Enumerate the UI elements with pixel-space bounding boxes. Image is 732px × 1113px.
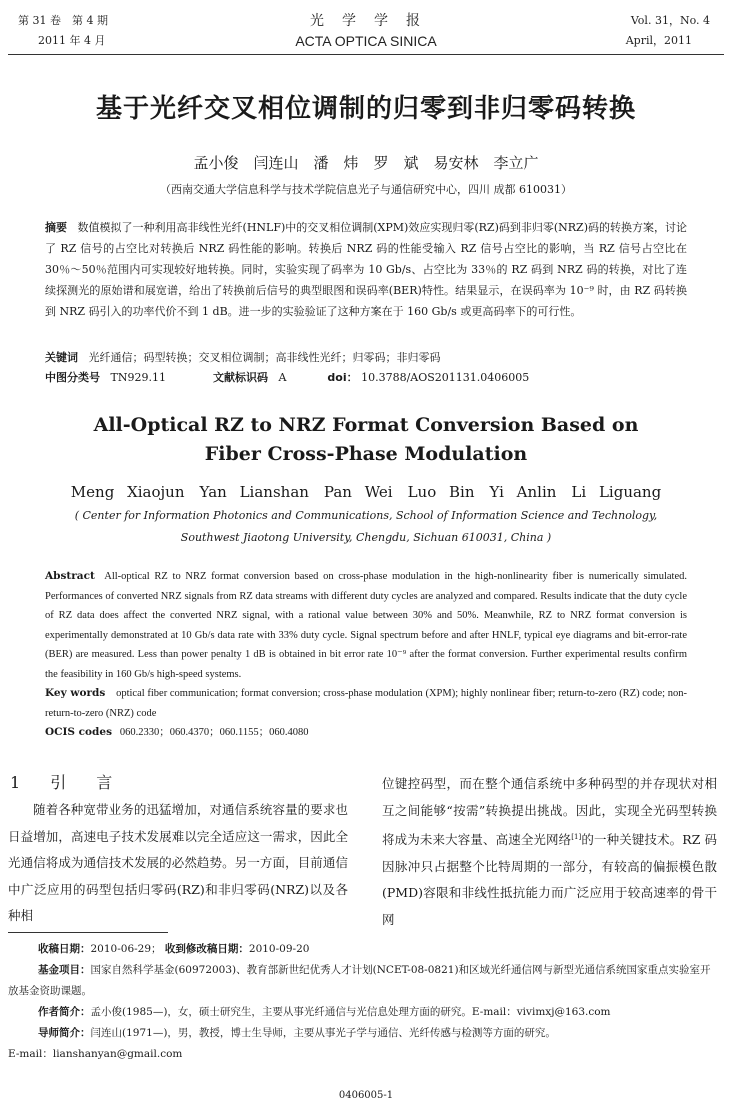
publication-month: 2011 年 4 月: [38, 34, 106, 47]
doi-value: 10.3788/AOS201131.0406005: [361, 371, 530, 384]
affiliation-en: [60, 505, 672, 549]
revised-label: 收到修改稿日期：: [164, 943, 249, 955]
header-rule: [8, 54, 724, 55]
advisor-bio-text: 闫连山(1971—)，男，教授，博士生导师，主要从事光子学与通信、光纤传感与检测等方面的研究。: [90, 1027, 556, 1039]
abstract-cn-label: 摘要: [45, 221, 68, 234]
keywords-cn-label: 关键词: [45, 351, 78, 364]
author-bio-label: 作者简介：: [38, 1006, 91, 1018]
authors-cn: 孟小俊 闫连山 潘 炜 罗 斌 易安林 李立广: [193, 154, 539, 172]
doi-label: doi：: [327, 371, 358, 384]
advisor-bio-label: 导师简介：: [38, 1027, 91, 1039]
affiliation-en-line2: Southwest Jiaotong University, Chengdu, Sichuan 610031, China ): [180, 531, 552, 544]
fund-text: 国家自然科学基金(60972003)、教育部新世纪优秀人才计划(NCET-08-0821)和区域光纤通信网与新型光通信系统国家重点实验室开放基金资助课题。: [8, 964, 711, 997]
fund-label: 基金项目：: [38, 964, 91, 976]
ocis-text: 060.2330；060.4370；060.1155；060.4080: [119, 727, 309, 738]
authors-en: Meng Xiaojun Yan Lianshan Pan Wei Luo Bin Yi Anlin Li Liguang: [70, 483, 662, 501]
paper-title-en-line2: Fiber Cross-Phase Modulation: [204, 443, 528, 465]
intro-right-column: [382, 771, 717, 933]
doc-code-label: 文献标识码: [212, 371, 268, 384]
classification-row: [45, 368, 529, 388]
keywords-en-label: Key words: [45, 687, 106, 699]
author-bio-text: 孟小俊(1985—)，女，硕士研究生，主要从事光纤通信与光信息处理方面的研究。E-mail：vivimxj@163.com: [90, 1006, 611, 1018]
abstract-en-label: Abstract: [45, 570, 95, 582]
abstract-en-text: All-optical RZ to NRZ format conversion based on cross-phase modulation in the high-nonlinearity fiber is numerically simulated. Performances of converted NRZ signals from RZ data streams with different duty cycles are analyzed and compared. Results indicate that the duty cycle of RZ data does affect the converted NRZ signal, with a rational value between 30% and 50%. Meanwhile, RZ to NRZ format conversion is experimentally demonstrated at 10 Gb/s data rate with 33% duty cycle. Signal spectrum before and after HNLF, typical eye diagrams and bit-error-rate (BER) are measured. Less than power penalty 1 dB is obtained in bit error rate 10⁻⁹ after the format conversion. Further experimental results confirm the feasibility in 160 Gb/s high-speed systems.: [45, 571, 687, 680]
date-en: April，2011: [625, 34, 692, 47]
keywords-cn: [45, 348, 441, 368]
intro-left-text: 随着各种宽带业务的迅猛增加，对通信系统容量的要求也日益增加，高速电子技术发展难以完全适应这一需求，因此全光通信将成为通信技术发展的必然趋势。另一方面，目前通信中广泛应用的码型包括归零码(RZ)和非归零码(NRZ)以及各种相: [8, 802, 348, 923]
revised-date: 2010-09-20: [248, 943, 310, 955]
footnote-advisor: [8, 1023, 714, 1044]
received-date: 2010-06-29；: [90, 943, 162, 955]
keywords-en-text: optical fiber communication; format conversion; cross-phase modulation (XPM); highly nonlinear fiber; return-to-zero (RZ) code; non-return-to-zero (NRZ) code: [45, 688, 687, 719]
affiliation-en-line1: ( Center for Information Photonics and Communications, School of Information Science and Technology,: [74, 509, 658, 522]
footnote-rule: [8, 932, 168, 933]
section-number: 1: [10, 773, 51, 792]
affiliation-cn: （西南交通大学信息科学与技术学院信息光子与通信研究中心，四川 成都 610031）: [160, 183, 572, 196]
abstract-cn-text: 数值模拟了一种利用高非线性光纤(HNLF)中的交叉相位调制(XPM)效应实现归零(RZ)码到非归零(NRZ)码的转换方案，讨论了 RZ 信号的占空比对转换后 NRZ 码性能的影响。转换后 NRZ 码的性能受输入 RZ 信号占空比的影响，当 RZ 信号占空比在 30％～50％范围内可实现较好地转换。同时，实验实现了码率为 10 Gb/s、占空比为 33％的 RZ 码到 NRZ 码的转换，对比了连续探测光的原始谱和展宽谱，给出了转换前后信号的典型眼图和误码率(BER)特性。结果显示，在误码率为 10⁻⁹ 时，由 RZ 码转换到 NRZ 码引入的功率代价不到 1 dB。进一步的实验验证了这种方案在于 160 Gb/s 或更高码率下的可行性。: [45, 221, 687, 318]
clc-value: TN929.11: [110, 371, 166, 384]
journal-name-cn: 光 学 学 报: [310, 13, 422, 29]
journal-name-en: ACTA OPTICA SINICA: [295, 33, 437, 49]
clc-label: 中图分类号: [45, 371, 100, 384]
volume-issue: 第 31 卷 第 4 期: [18, 14, 108, 27]
footnote-dates: [8, 939, 714, 960]
ocis-label: OCIS codes: [45, 726, 112, 738]
keywords-cn-text: 光纤通信；码型转换；交叉相位调制；高非线性光纤；归零码；非归零码: [88, 351, 441, 364]
page-number: 0406005-1: [338, 1090, 394, 1101]
abstract-cn: [45, 217, 687, 322]
paper-title-cn: 基于光纤交叉相位调制的归零到非归零码转换: [95, 94, 636, 124]
abstract-en: [45, 567, 687, 743]
doc-code-value: A: [278, 371, 287, 384]
intro-left-column: [8, 797, 348, 930]
footnotes: [8, 939, 714, 1065]
paper-title-en-line1: All-Optical RZ to NRZ Format Conversion Based on: [93, 414, 639, 436]
intro-right-text-a: 位键控码型，而在整个通信系统中多种码型的并存现状对相互之间能够“按需”转换提出挑战。因此，实现全光码型转换将成为未来大容量、高速全光网络: [382, 776, 717, 848]
volume-number-en: Vol. 31，No. 4: [630, 14, 710, 27]
received-label: 收稿日期：: [38, 943, 91, 955]
footnote-author: [8, 1002, 714, 1023]
section-heading: [10, 770, 142, 793]
intro-right-text-b: 的一种关键技术。RZ 码因脉冲只占据整个比特周期的一部分，有较高的偏振模色散(PMD)容限和非线性抵抗能力而广泛应用于较高速率的骨干网: [382, 832, 717, 927]
section-title: 引言: [50, 773, 143, 792]
advisor-email[interactable]: E-mail：lianshanyan@gmail.com: [8, 1048, 183, 1060]
footnote-fund: [8, 960, 714, 1002]
citation-ref[interactable]: [1]: [571, 833, 582, 841]
